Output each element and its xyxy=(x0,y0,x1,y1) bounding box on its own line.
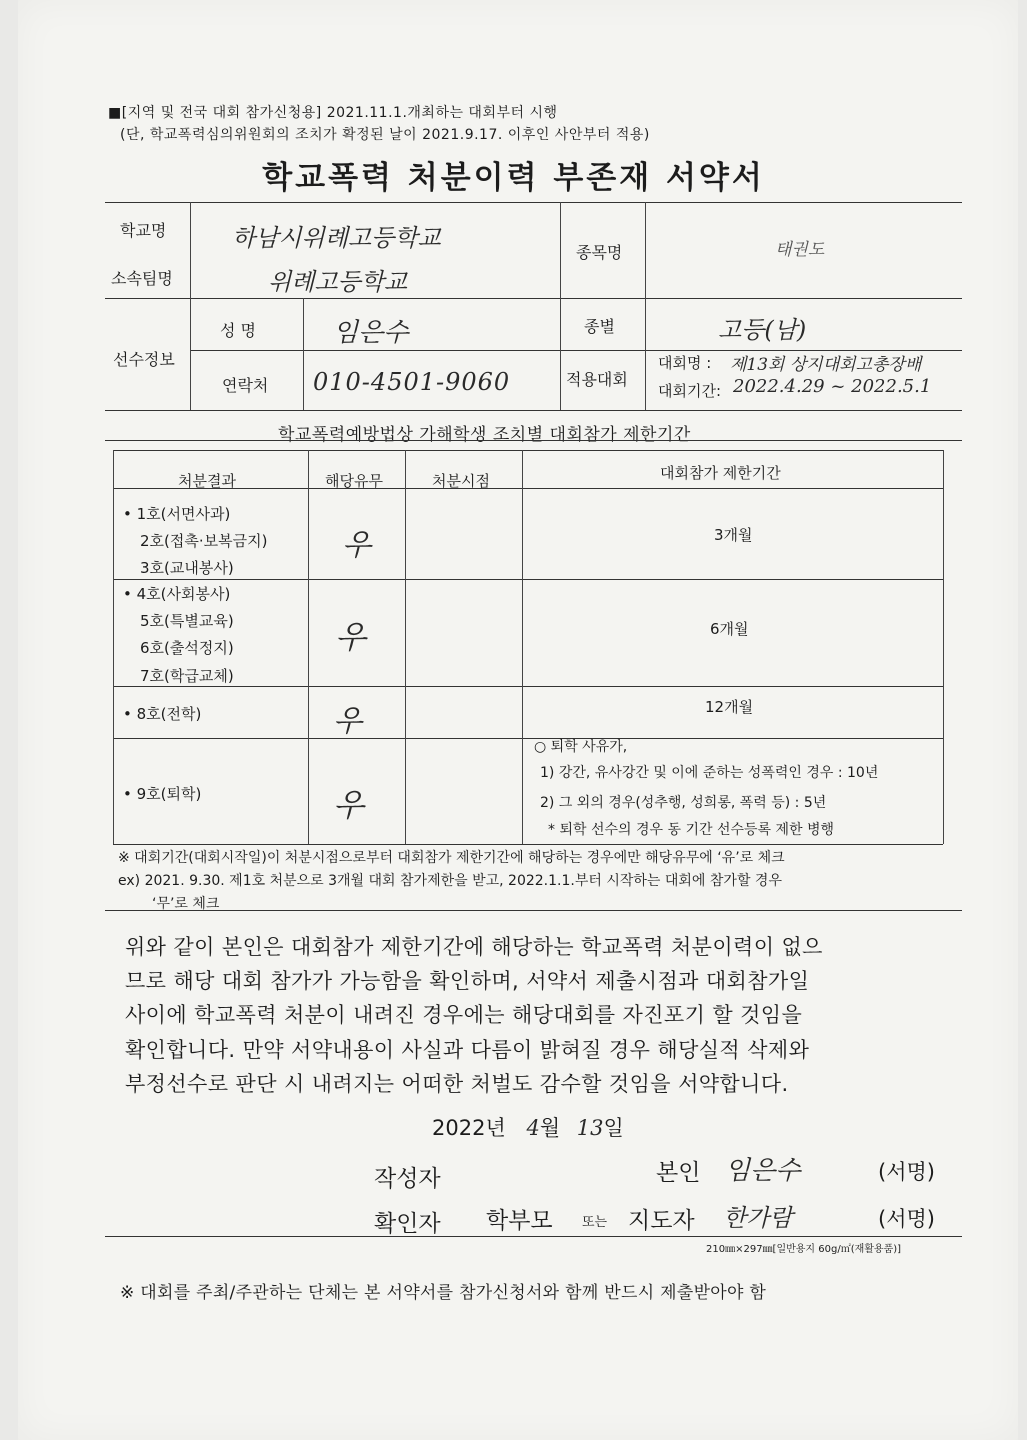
self-signature-name: 임은수 xyxy=(725,1156,801,1186)
row1-item-1: • 1호(서면사과) xyxy=(123,505,231,523)
coach-label: 지도자 xyxy=(628,1208,695,1234)
pledge-line-2: 므로 해당 대회 참가가 가능함을 확인하며, 서약서 제출시점과 대회참가일 xyxy=(125,969,810,993)
row1-item-2: 2호(접촉·보복금지) xyxy=(140,532,268,550)
header-period: 대회참가 제한기간 xyxy=(660,464,781,482)
row3-mark: 우 xyxy=(333,704,362,739)
row2-mark: 우 xyxy=(335,618,366,656)
coach-signature-name: 한가람 xyxy=(723,1204,793,1232)
category-value: 고등(남) xyxy=(718,316,807,344)
info-col-divider-1 xyxy=(190,202,191,410)
table-right-border xyxy=(943,450,944,844)
info-row-divider xyxy=(105,298,962,299)
sport-label: 종목명 xyxy=(576,243,623,262)
header-time: 처분시점 xyxy=(432,472,490,490)
date-day-unit: 일 xyxy=(603,1116,624,1140)
row1-period: 3개월 xyxy=(714,526,753,544)
row4-period-line-2: 1) 강간, 유사강간 및 이에 준하는 성폭력인 경우 : 10년 xyxy=(540,765,879,781)
parent-label: 학부모 xyxy=(486,1208,553,1234)
caption-underline xyxy=(105,440,962,441)
or-label: 또는 xyxy=(582,1215,608,1230)
info-col-divider-4 xyxy=(645,202,646,410)
row3-period: 12개월 xyxy=(705,698,754,716)
restriction-note-3: ‘무’로 체크 xyxy=(152,896,220,912)
notes-divider xyxy=(105,910,962,911)
restriction-note-2: ex) 2021. 9.30. 제1호 처분으로 3개월 대회 참가제한을 받고, 2022.1.1.부터 시작하는 대회에 참가할 경우 xyxy=(118,873,782,889)
date-year-unit: 년 xyxy=(485,1116,506,1140)
contact-value: 010-4501-9060 xyxy=(313,368,511,396)
row2-item-2: 5호(특별교육) xyxy=(140,612,234,630)
event-period-label: 대회기간: xyxy=(658,382,722,400)
coach-sign-label: (서명) xyxy=(878,1207,935,1231)
table-header-divider xyxy=(113,488,943,489)
row4-item-1: • 9호(퇴학) xyxy=(123,785,202,803)
row2-item-4: 7호(학급교체) xyxy=(140,667,234,685)
pledge-line-4: 확인합니다. 만약 서약내용이 사실과 다름이 밝혀질 경우 해당실적 삭제와 xyxy=(125,1038,810,1062)
row1-item-3: 3호(교내봉사) xyxy=(140,559,234,577)
table-top-border xyxy=(113,450,943,451)
table-col-divider-2 xyxy=(405,450,406,844)
sport-value: 태권도 xyxy=(775,240,825,260)
table-col-divider-3 xyxy=(522,450,523,844)
player-info-label: 선수정보 xyxy=(113,350,175,369)
name-value: 임은수 xyxy=(333,318,409,348)
confirmer-label: 확인자 xyxy=(374,1211,441,1237)
self-label: 본인 xyxy=(656,1160,701,1186)
self-sign-label: (서명) xyxy=(878,1160,935,1184)
event-label: 적용대회 xyxy=(566,370,628,389)
header-result: 처분결과 xyxy=(178,472,236,490)
pledge-line-3: 사이에 학교폭력 처분이 내려진 경우에는 해당대회를 자진포기 할 것임을 xyxy=(125,1003,803,1027)
writer-label: 작성자 xyxy=(374,1166,441,1192)
row4-period-line-4: * 퇴학 선수의 경우 동 기간 선수등록 제한 병행 xyxy=(548,822,835,838)
contact-label: 연락처 xyxy=(222,376,269,395)
row4-period-line-1: ○ 퇴학 사유가, xyxy=(534,739,628,755)
spec-divider xyxy=(105,1236,962,1237)
table-row-divider-2 xyxy=(113,686,943,687)
page-title: 학교폭력 처분이력 부존재 서약서 xyxy=(262,160,765,196)
team-label: 소속팀명 xyxy=(111,269,173,288)
school-value: 하남시위례고등학교 xyxy=(232,224,441,252)
info-col-divider-3 xyxy=(560,202,561,410)
info-bottom-border xyxy=(105,410,962,411)
table-col-divider-1 xyxy=(308,450,309,844)
notice-line-1: ■[지역 및 전국 대회 참가신청용] 2021.11.1.개최하는 대회부터 시행 xyxy=(108,105,558,121)
event-period-value: 2022.4.29 ~ 2022.5.1 xyxy=(733,376,932,397)
row2-period: 6개월 xyxy=(710,620,749,638)
date-day: 13 xyxy=(576,1116,604,1140)
table-row-divider-3 xyxy=(113,738,943,739)
date-year: 2022 xyxy=(432,1116,486,1140)
category-label: 종별 xyxy=(584,317,615,336)
row2-item-3: 6호(출석정지) xyxy=(140,639,234,657)
row3-item-1: • 8호(전학) xyxy=(123,705,202,723)
row1-mark: 우 xyxy=(342,528,371,563)
paper-spec: 210㎜×297㎜[일반용지 60g/㎡(재활용품)] xyxy=(706,1244,902,1255)
row4-period-line-3: 2) 그 외의 경우(성추행, 성희롱, 폭력 등) : 5년 xyxy=(540,795,827,811)
date-month-unit: 월 xyxy=(539,1116,561,1140)
name-label: 성 명 xyxy=(220,321,256,340)
table-left-border xyxy=(113,450,114,844)
pledge-line-1: 위와 같이 본인은 대회참가 제한기간에 해당하는 학교폭력 처분이력이 없으 xyxy=(125,935,823,959)
pledge-line-5: 부정선수로 판단 시 내려지는 어떠한 처벌도 감수할 것임을 서약합니다. xyxy=(125,1072,789,1096)
pledge-date xyxy=(432,1112,624,1142)
header-applicable: 해당유무 xyxy=(325,472,383,490)
row4-mark: 우 xyxy=(333,786,364,824)
restriction-caption: 학교폭력예방법상 가해학생 조치별 대회참가 제한기간 xyxy=(278,425,691,445)
team-value: 위례고등학교 xyxy=(268,268,408,296)
table-row-divider-1 xyxy=(113,579,943,580)
table-bottom-border xyxy=(113,844,943,845)
school-label: 학교명 xyxy=(120,221,167,240)
restriction-note-1: ※ 대회기간(대회시작일)이 처분시점으로부터 대회참가 제한기간에 해당하는 경우에만 해당유무에 ‘유’로 체크 xyxy=(118,850,785,866)
info-col-divider-2 xyxy=(303,298,304,410)
info-top-border xyxy=(105,202,962,203)
footer-note: ※ 대회를 주최/주관하는 단체는 본 서약서를 참가신청서와 함께 반드시 제출받아야 함 xyxy=(120,1283,767,1303)
row2-item-1: • 4호(사회봉사) xyxy=(123,585,231,603)
event-name-value: 제13회 상지대회고총장배 xyxy=(730,355,922,375)
event-name-label: 대회명 : xyxy=(658,354,712,372)
notice-line-2: (단, 학교폭력심의위원회의 조치가 확정된 날이 2021.9.17. 이후인 사안부터 적용) xyxy=(120,127,650,143)
date-month: 4 xyxy=(526,1116,540,1140)
